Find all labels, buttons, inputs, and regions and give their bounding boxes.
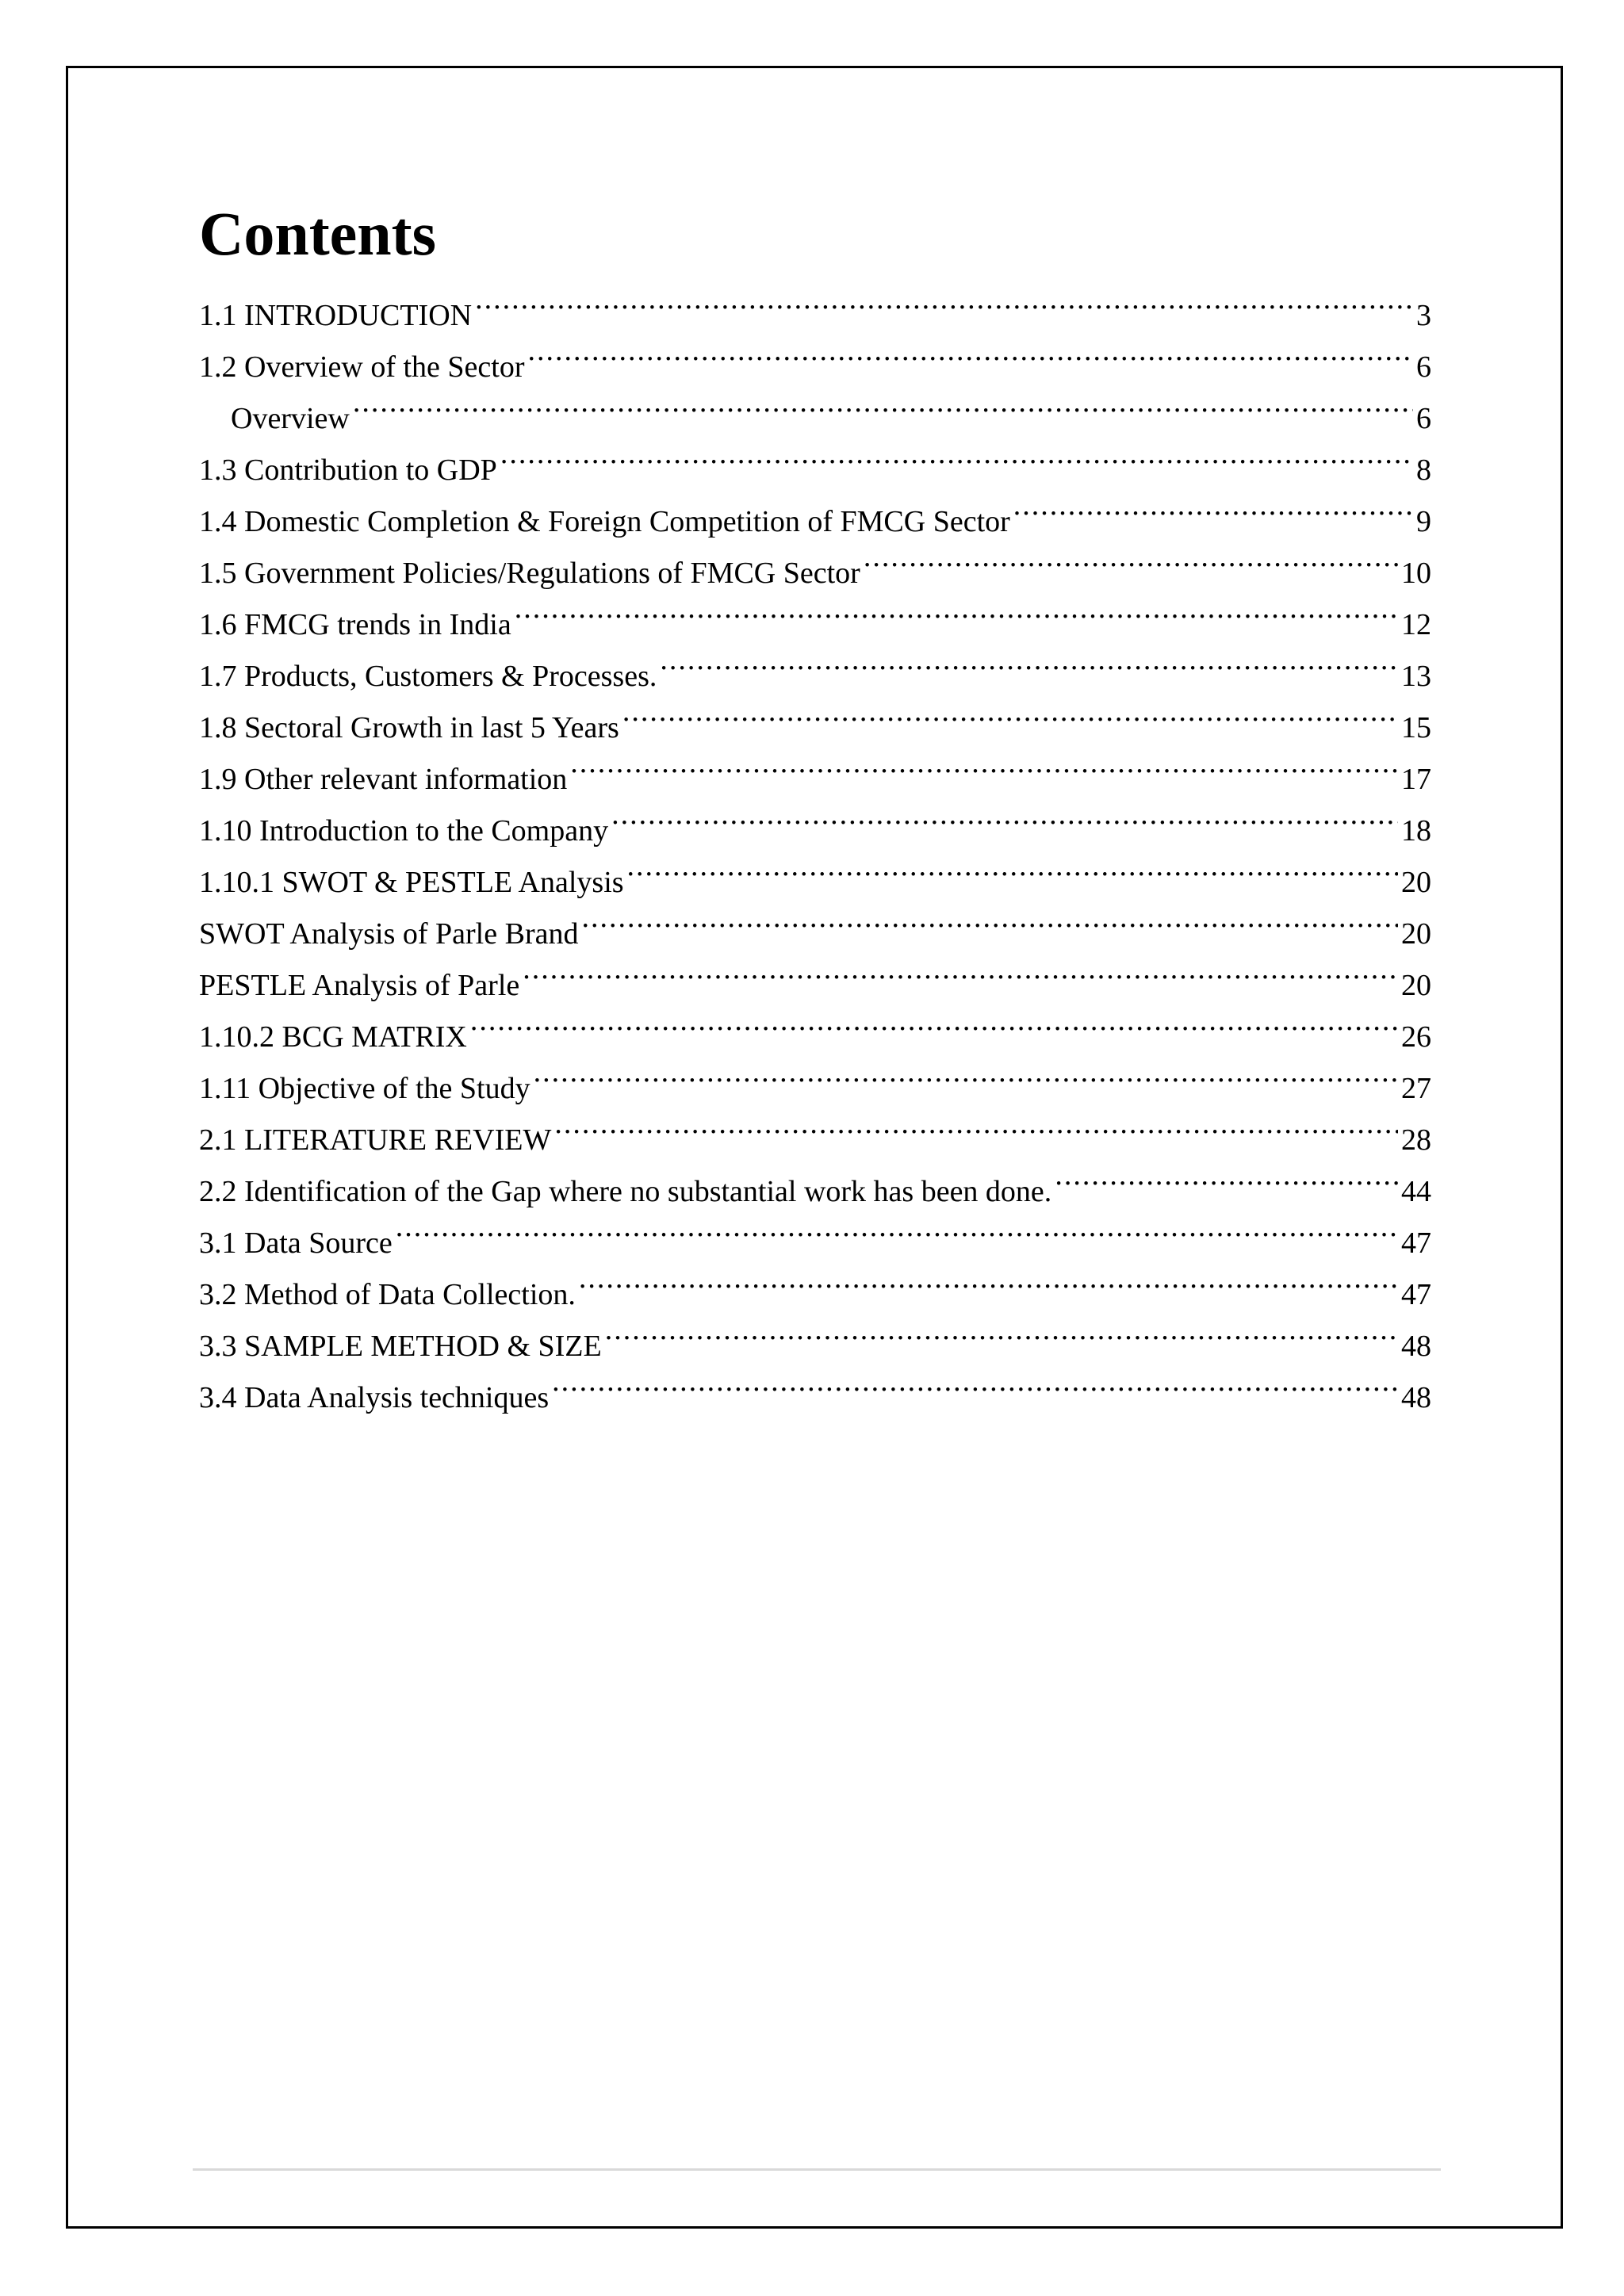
toc-entry-page-number: 26 — [1401, 1020, 1431, 1054]
toc-entry-page-number: 18 — [1401, 814, 1431, 848]
toc-entry-page-number: 9 — [1416, 505, 1431, 538]
toc-entry-page-number: 13 — [1401, 660, 1431, 693]
toc-entry-label: 1.5 Government Policies/Regulations of FMCG Sector — [199, 557, 860, 590]
toc-entry-label: 1.10.1 SWOT & PESTLE Analysis — [199, 866, 624, 899]
toc-dot-leader — [523, 943, 1398, 995]
toc-dot-leader — [396, 1201, 1398, 1253]
toc-title: Contents — [199, 199, 437, 268]
toc-entry-label: 2.2 Identification of the Gap where no substantial work has been done. — [199, 1175, 1052, 1208]
toc-entry-label: 3.3 SAMPLE METHOD & SIZE — [199, 1330, 602, 1363]
toc-dot-leader — [1013, 480, 1413, 531]
toc-entry-label: 1.1 INTRODUCTION — [199, 299, 473, 332]
toc-entry-label: 1.9 Other relevant information — [199, 763, 568, 796]
toc-entry-page-number: 48 — [1401, 1381, 1431, 1414]
toc-dot-leader — [552, 1356, 1398, 1407]
toc-entry-page-number: 3 — [1416, 299, 1431, 332]
toc-dot-leader — [554, 1098, 1398, 1150]
toc-entry-page-number: 20 — [1401, 866, 1431, 899]
toc-dot-leader — [353, 377, 1413, 428]
toc-dot-leader — [500, 428, 1413, 480]
toc-entry-label: 1.7 Products, Customers & Processes. — [199, 660, 657, 693]
toc-entry-page-number: 47 — [1401, 1226, 1431, 1260]
toc-list — [199, 274, 1431, 1414]
toc-entry-page-number: 44 — [1401, 1175, 1431, 1208]
toc-entry-label: 1.10.2 BCG MATRIX — [199, 1020, 467, 1054]
toc-entry-label: 1.4 Domestic Completion & Foreign Competition of FMCG Sector — [199, 505, 1010, 538]
toc-entry-label: PESTLE Analysis of Parle — [199, 969, 520, 1002]
toc-dot-leader — [534, 1047, 1398, 1098]
toc-entry-label: SWOT Analysis of Parle Brand — [199, 917, 579, 951]
toc-entry-page-number: 48 — [1401, 1330, 1431, 1363]
toc-entry-label: 3.4 Data Analysis techniques — [199, 1381, 550, 1414]
toc-dot-leader — [611, 789, 1398, 840]
toc-dot-leader — [579, 1253, 1398, 1304]
footer-divider — [193, 2168, 1441, 2171]
toc-entry-label: 1.11 Objective of the Study — [199, 1072, 530, 1105]
toc-entry[interactable] — [199, 428, 1431, 487]
toc-entry-label: 1.2 Overview of the Sector — [199, 350, 525, 384]
toc-entry-page-number: 6 — [1416, 402, 1431, 435]
toc-entry-page-number: 27 — [1401, 1072, 1431, 1105]
toc-entry-page-number: 10 — [1401, 557, 1431, 590]
toc-entry-page-number: 6 — [1416, 350, 1431, 384]
toc-entry-label: 3.2 Method of Data Collection. — [199, 1278, 576, 1311]
toc-dot-leader — [1055, 1150, 1398, 1201]
toc-entry-label: Overview — [231, 402, 350, 435]
toc-entry-label: 1.10 Introduction to the Company — [199, 814, 609, 848]
toc-dot-leader — [622, 686, 1398, 737]
toc-dot-leader — [515, 583, 1398, 634]
toc-entry-label: 1.6 FMCG trends in India — [199, 608, 511, 641]
toc-dot-leader — [627, 840, 1398, 892]
toc-dot-leader — [528, 325, 1414, 377]
table-of-contents — [199, 198, 1431, 1414]
toc-dot-leader — [475, 274, 1413, 325]
toc-entry-page-number: 15 — [1401, 711, 1431, 744]
toc-entry[interactable] — [199, 274, 1431, 332]
toc-dot-leader — [570, 737, 1398, 789]
toc-entry-label: 1.3 Contribution to GDP — [199, 453, 497, 487]
toc-entry-page-number: 8 — [1416, 453, 1431, 487]
toc-entry-page-number: 20 — [1401, 969, 1431, 1002]
toc-entry-page-number: 17 — [1401, 763, 1431, 796]
toc-entry-label: 3.1 Data Source — [199, 1226, 393, 1260]
toc-entry-page-number: 20 — [1401, 917, 1431, 951]
toc-dot-leader — [470, 995, 1398, 1047]
toc-dot-leader — [864, 531, 1398, 583]
toc-dot-leader — [605, 1304, 1398, 1356]
toc-entry-label: 2.1 LITERATURE REVIEW — [199, 1123, 552, 1157]
toc-entry-label: 1.8 Sectoral Growth in last 5 Years — [199, 711, 619, 744]
toc-entry-page-number: 47 — [1401, 1278, 1431, 1311]
toc-dot-leader — [660, 634, 1398, 686]
toc-entry-page-number: 12 — [1401, 608, 1431, 641]
toc-entry-page-number: 28 — [1401, 1123, 1431, 1157]
toc-entry[interactable] — [199, 377, 1431, 435]
toc-dot-leader — [581, 892, 1398, 943]
